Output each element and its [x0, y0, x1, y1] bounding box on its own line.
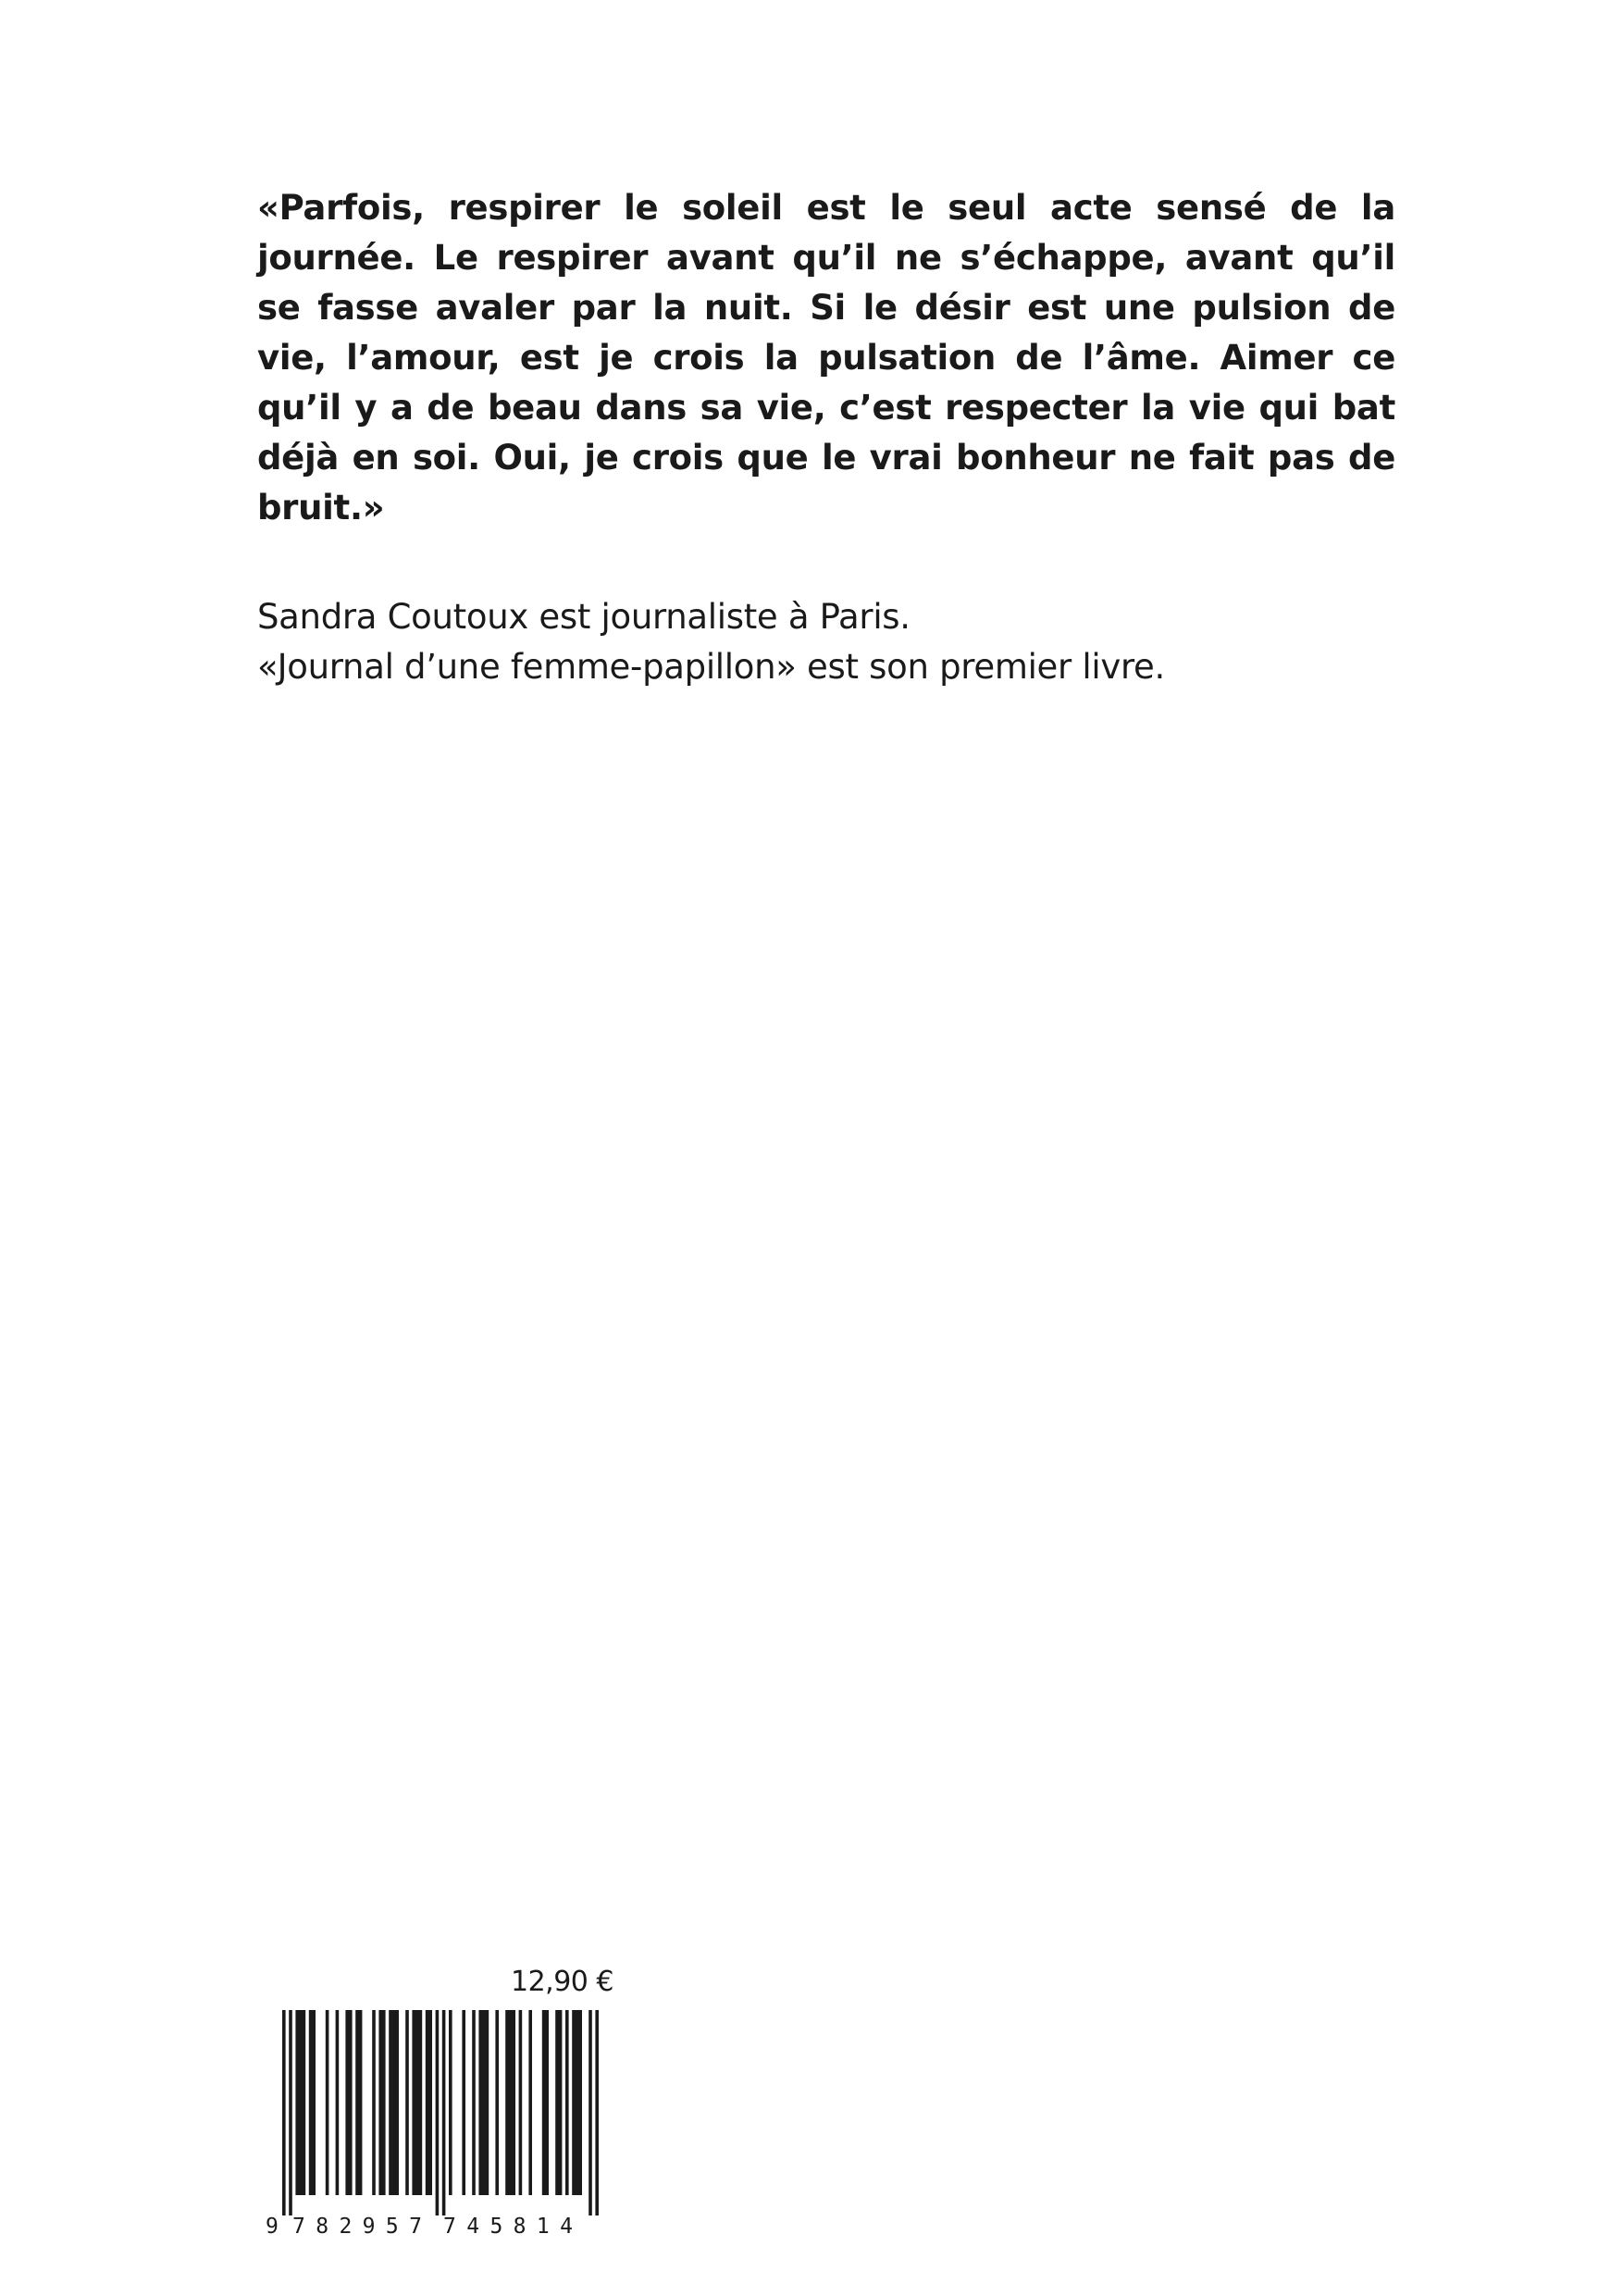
barcode-bar [519, 2010, 523, 2195]
barcode-right-digits: 745814 [443, 2215, 573, 2239]
barcode-guard-bar [289, 2010, 292, 2215]
barcode-guard-bar [282, 2010, 286, 2215]
barcode-bar [462, 2010, 465, 2195]
barcode-left-digits: 782957 [292, 2215, 422, 2239]
barcode-bar [355, 2010, 362, 2195]
barcode-bar [389, 2010, 399, 2195]
barcode-bar [372, 2010, 376, 2195]
barcode-block [262, 1964, 613, 2241]
barcode-bar [336, 2010, 340, 2195]
barcode-bar [378, 2010, 385, 2195]
barcode-bar [449, 2010, 452, 2195]
barcode-bar [472, 2010, 476, 2195]
barcode-guard-bar [595, 2010, 599, 2215]
barcode-bar [426, 2010, 432, 2195]
barcode-bar [555, 2010, 562, 2195]
author-bio-line-2: «Journal d’une femme-papillon» est son premier livre. [257, 647, 1165, 687]
barcode-first-digit: 9 [266, 2215, 279, 2239]
back-cover-blurb [257, 183, 1395, 692]
barcode-bar [412, 2010, 422, 2195]
barcode-bar [542, 2010, 549, 2195]
barcode-bar [326, 2010, 329, 2195]
barcode-bar [345, 2010, 352, 2195]
barcode-bar [528, 2010, 532, 2195]
price-label: 12,90 € [510, 1966, 613, 1998]
barcode-guard-bar [436, 2010, 440, 2215]
barcode-guard-bar [442, 2010, 446, 2215]
barcode-bar [478, 2010, 489, 2195]
barcode-bar [565, 2010, 569, 2195]
barcode-bar [505, 2010, 515, 2195]
barcode-bar [495, 2010, 499, 2195]
barcode-guard-bar [588, 2010, 592, 2215]
barcode-bar [572, 2010, 582, 2195]
barcode-bar [405, 2010, 409, 2195]
barcode-bar [295, 2010, 305, 2195]
barcode-bar [309, 2010, 316, 2195]
ean-barcode [262, 2010, 613, 2241]
barcode-bars [282, 2010, 599, 2215]
author-bio-line-1: Sandra Coutoux est journaliste à Paris. [257, 597, 911, 637]
book-quote: «Parfois, respirer le soleil est le seul acte sensé de la journée. Le respirer avant qu’il ne s’échappe, avant qu’il se fasse avaler par la nuit. Si le désir est une pulsion de vie, l’amour, est je crois la pulsation de l’âme. Aimer ce qu’il y a de beau dans sa vie, c’est respecter la vie qui bat déjà en soi. Oui, je crois que le vrai bonheur ne fait pas de bruit.» [257, 188, 1395, 527]
author-bio [257, 592, 1395, 692]
